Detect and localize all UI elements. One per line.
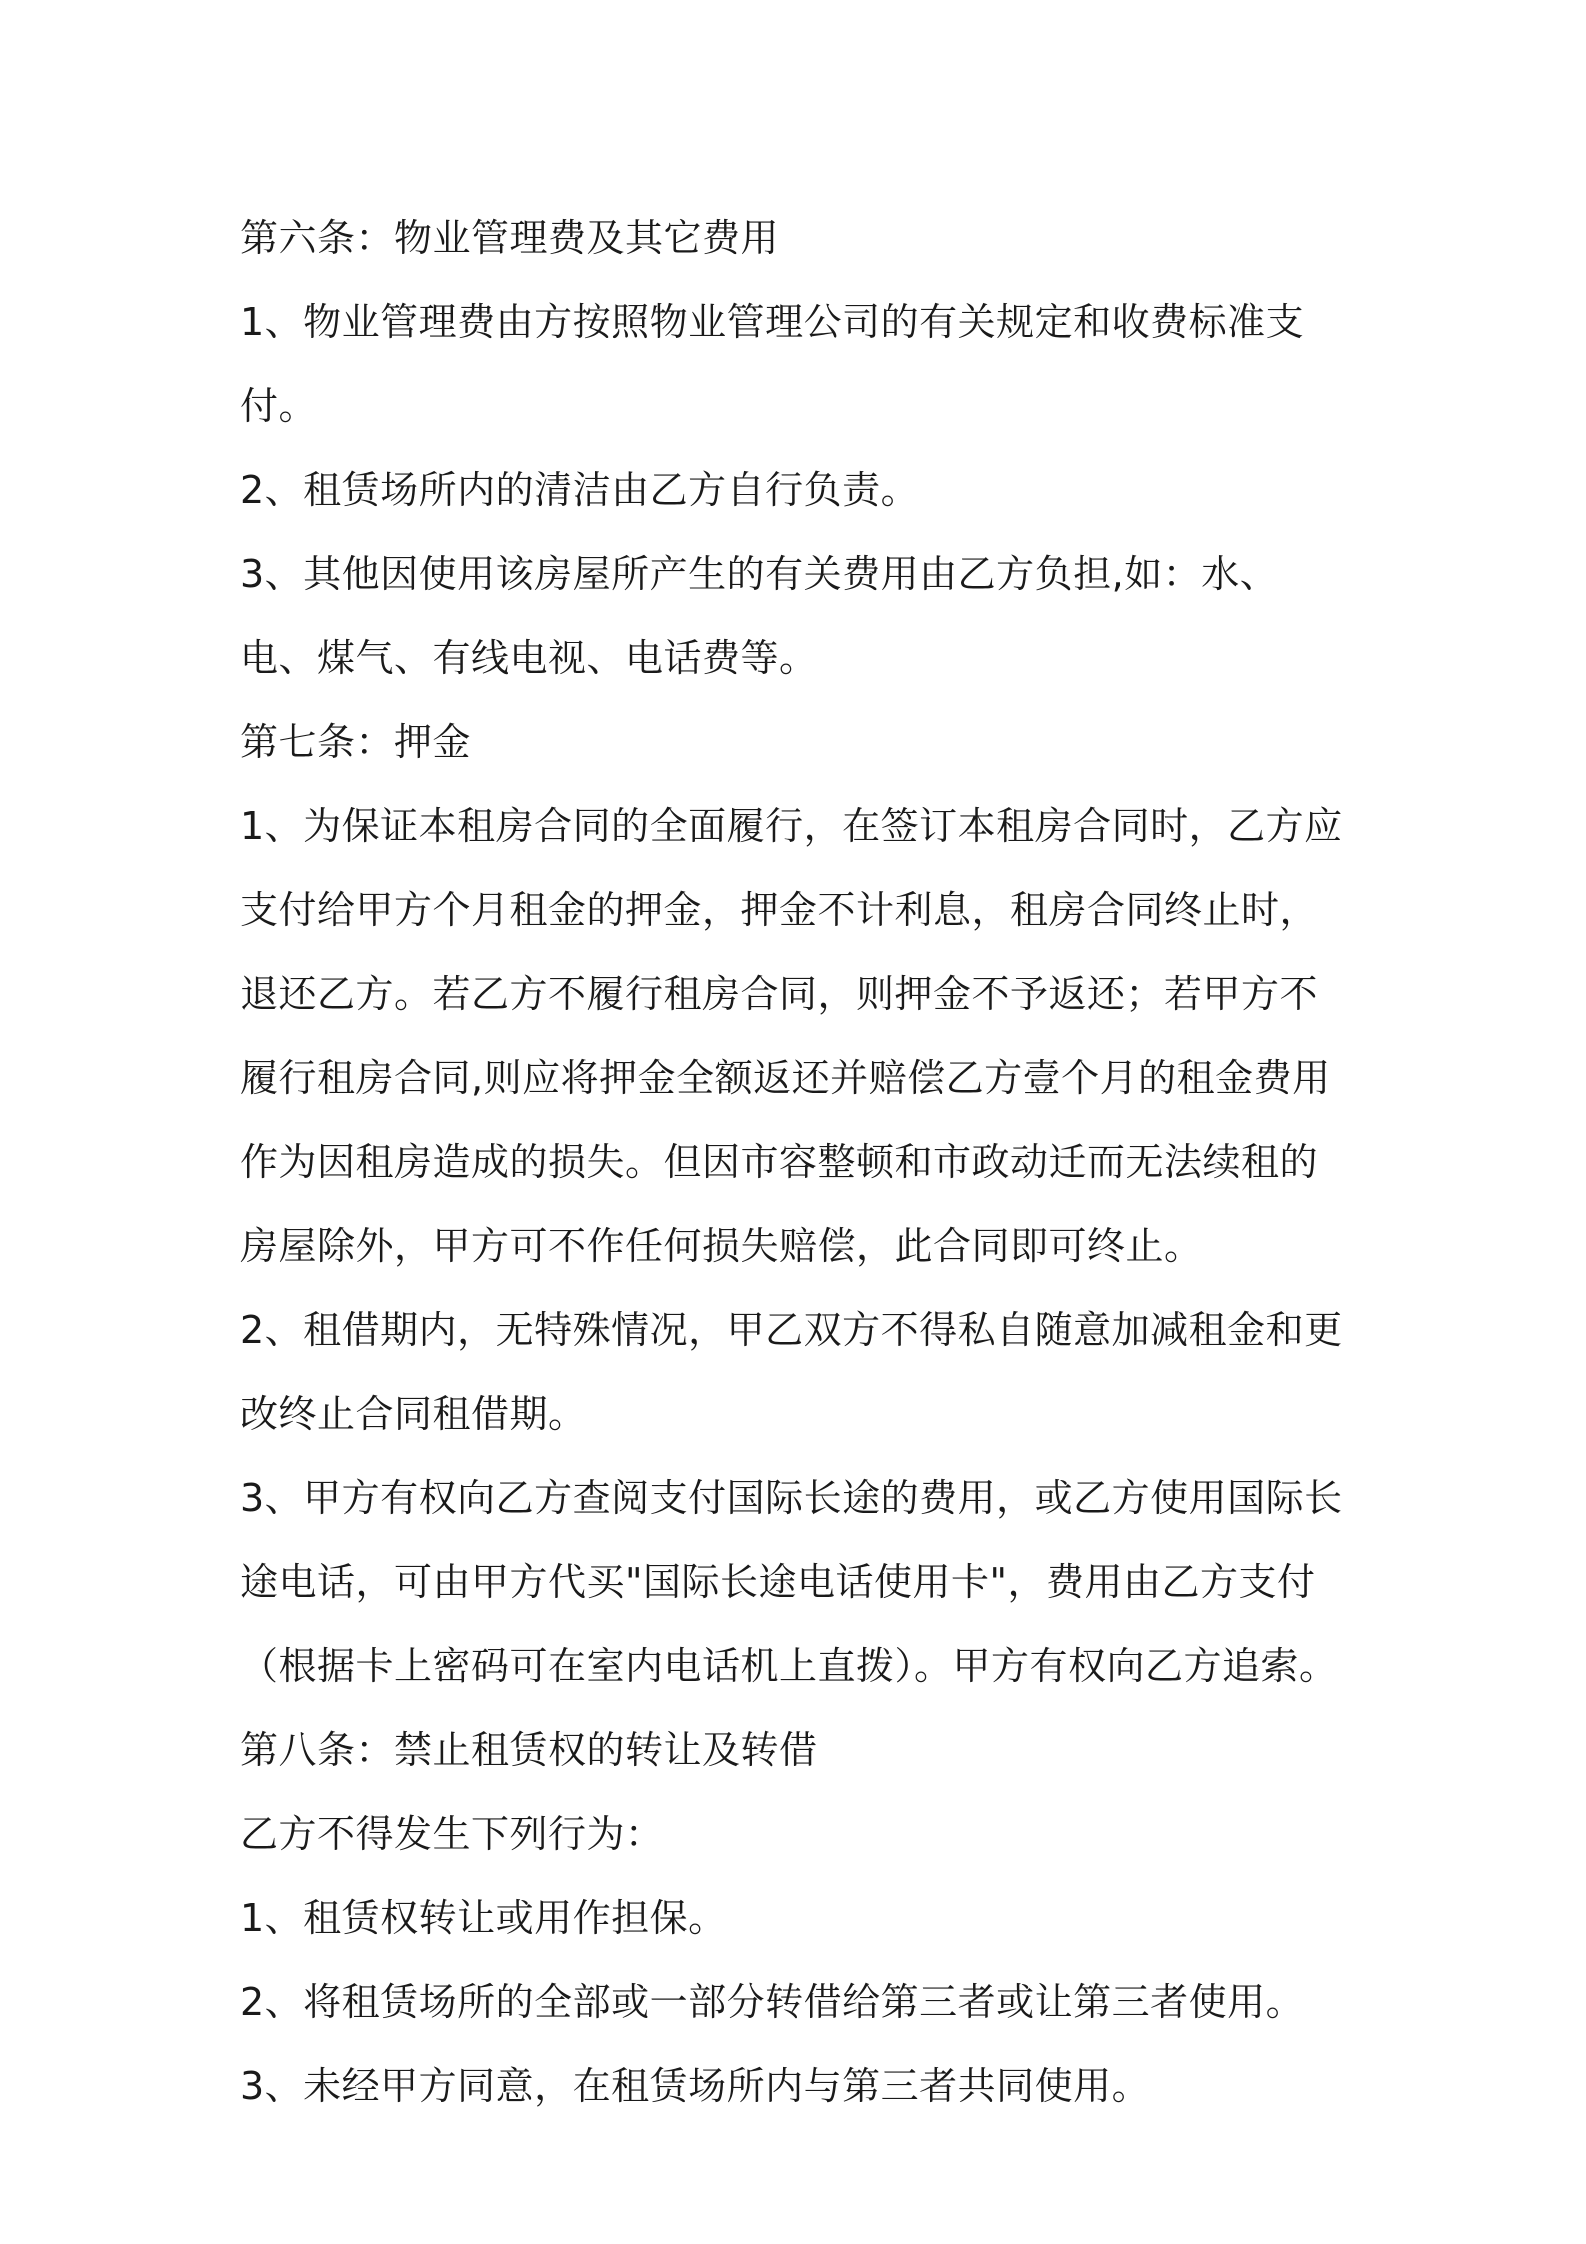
document-body — [240, 196, 1350, 2128]
article-7-heading: 第七条：押金 — [240, 720, 472, 764]
article-8-clause-1: 1、租赁权转让或用作担保。 — [240, 1896, 727, 1940]
article-7-clause-3: 3、甲方有权向乙方查阅支付国际长途的费用，或乙方使用国际长途电话，可由甲方代买"国际长途电话使用卡"，费用由乙方支付（根据卡上密码可在室内电话机上直拨）。甲方有权向乙方追索。第八条：禁止租赁权的转让及转借 — [240, 1476, 1343, 1772]
article-6-clause-2: 2、租赁场所内的清洁由乙方自行负责。 — [240, 468, 920, 512]
article-8-intro: 乙方不得发生下列行为： — [240, 1812, 664, 1856]
article-8-clause-3: 3、未经甲方同意，在租赁场所内与第三者共同使用。 — [240, 2064, 1151, 2108]
article-8-clause-2: 2、将租赁场所的全部或一部分转借给第三者或让第三者使用。 — [240, 1980, 1305, 2024]
article-7-clause-2: 2、租借期内，无特殊情况，甲乙双方不得私自随意加减租金和更改终止合同租借期。 — [240, 1308, 1343, 1436]
article-6-heading: 第六条：物业管理费及其它费用 — [240, 216, 780, 260]
article-7-clause-1: 1、为保证本租房合同的全面履行，在签订本租房合同时，乙方应支付给甲方个月租金的押金，押金不计利息，租房合同终止时，退还乙方。若乙方不履行租房合同，则押金不予返还；若甲方不履行租房合同,则应将押金全额返还并赔偿乙方壹个月的租金费用作为因租房造成的损失。但因市容整顿和市政动迁而无法续租的房屋除外，甲方可不作任何损失赔偿，此合同即可终止。 — [240, 804, 1343, 1268]
article-6-clause-1: 1、物业管理费由方按照物业管理公司的有关规定和收费标准支付。 — [240, 300, 1305, 428]
article-6-clause-3: 3、其他因使用该房屋所产生的有关费用由乙方负担,如：水、电、煤气、有线电视、电话费等。 — [240, 552, 1279, 680]
